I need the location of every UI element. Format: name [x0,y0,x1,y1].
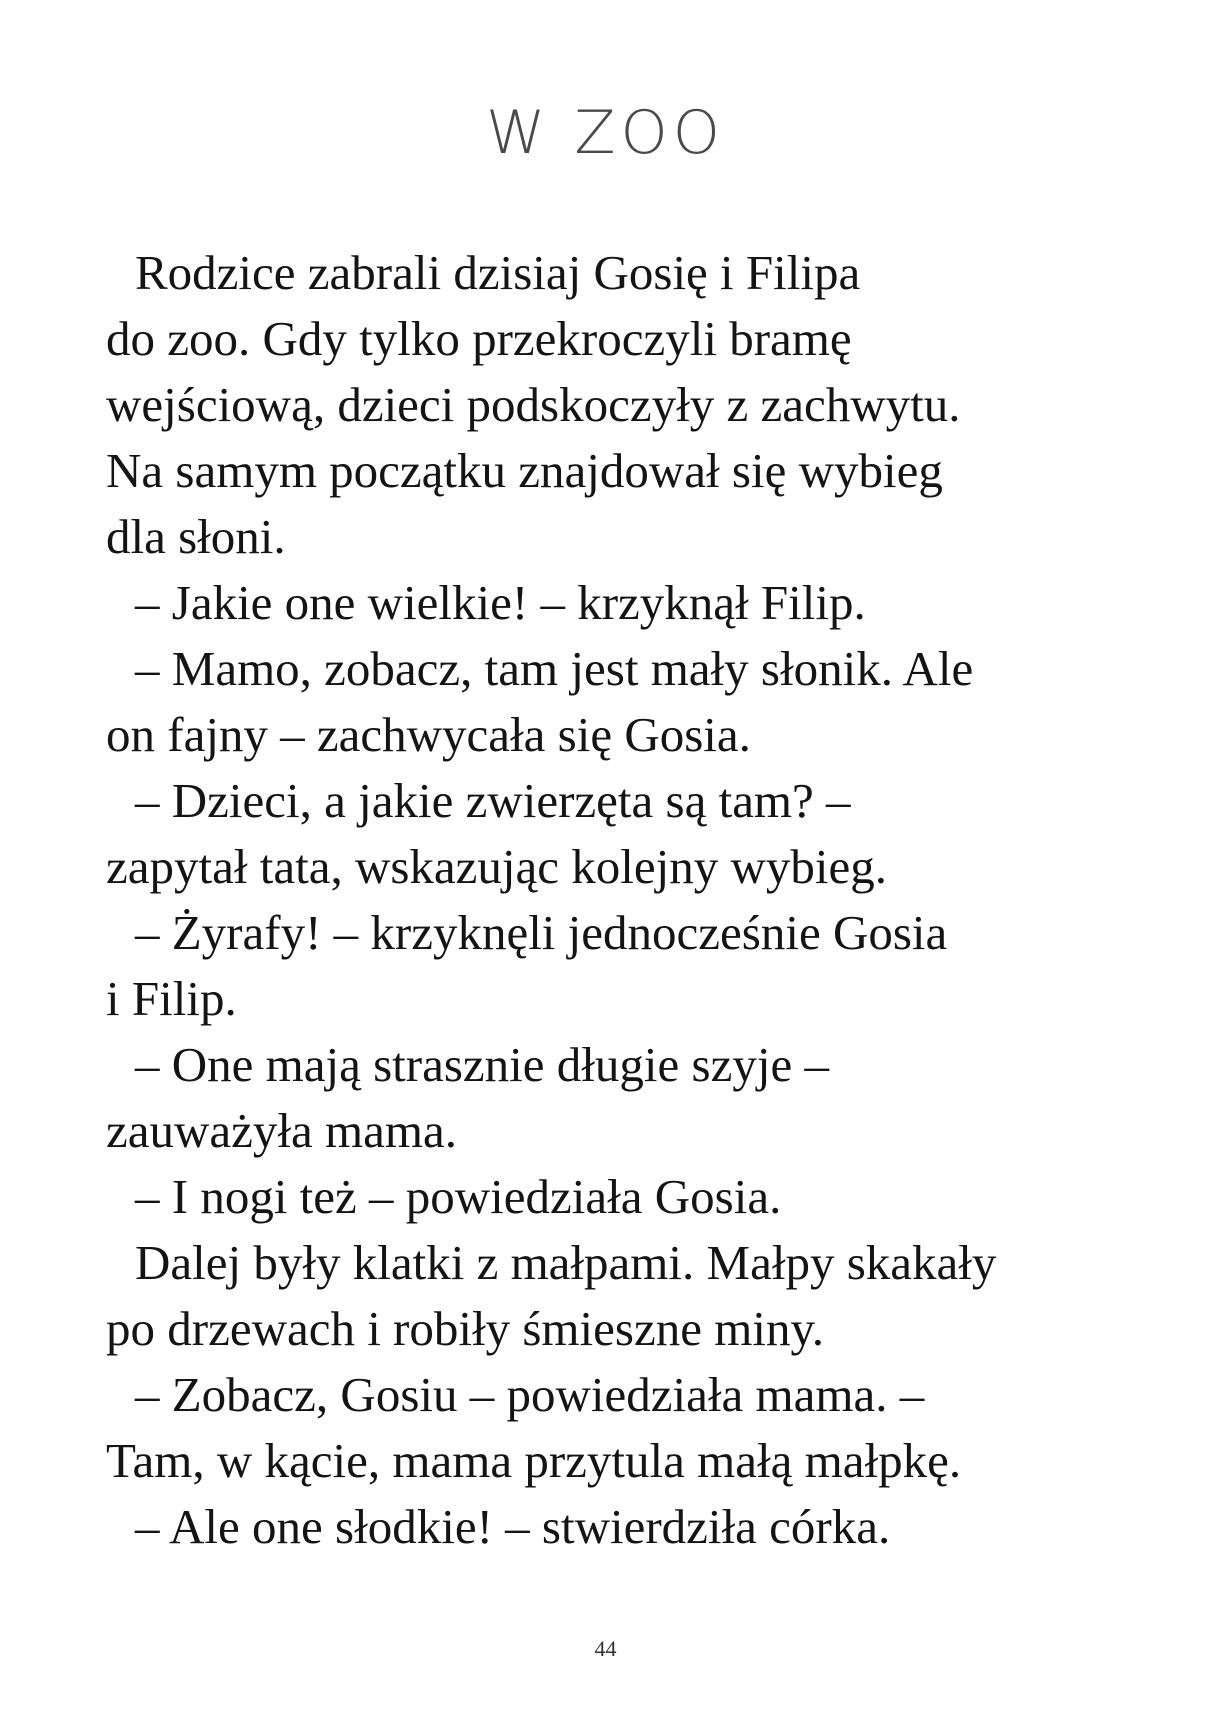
text-line: – Żyrafy! – krzyknęli jednocześnie Gosia [135,905,948,960]
page-number: 44 [594,1636,617,1661]
text-line: do zoo. Gdy tylko przekroczyli bramę [106,311,852,366]
text-line: Tam, w kącie, mama przytula małą małpkę. [106,1433,962,1488]
text-line: – One mają strasznie długie szyje – [135,1037,829,1092]
text-line: Rodzice zabrali dzisiaj Gosię i Filipa [135,245,861,300]
text-line: zapytał tata, wskazując kolejny wybieg. [106,839,887,894]
text-line: – Dzieci, a jakie zwierzęta są tam? – [135,773,851,828]
text-line: – Mamo, zobacz, tam jest mały słonik. Ale [135,641,974,696]
text-line: – I nogi też – powiedziała Gosia. [135,1169,782,1224]
chapter-title: W ZOO [486,98,725,168]
text-line: dla słoni. [106,509,286,564]
text-line: Dalej były klatki z małpami. Małpy skakały [135,1235,997,1290]
text-line: i Filip. [106,971,237,1026]
story-text [106,240,1116,1560]
text-line: – Ale one słodkie! – stwierdziła córka. [135,1499,891,1554]
text-line: – Jakie one wielkie! – krzyknął Filip. [135,575,866,630]
text-line: po drzewach i robiły śmieszne miny. [106,1301,825,1356]
text-line: – Zobacz, Gosiu – powiedziała mama. – [135,1367,925,1422]
text-line: Na samym początku znajdował się wybieg [106,443,943,498]
text-line: zauważyła mama. [106,1103,457,1158]
text-line: on fajny – zachwycała się Gosia. [106,707,751,762]
text-line: wejściową, dzieci podskoczyły z zachwytu. [106,377,961,432]
